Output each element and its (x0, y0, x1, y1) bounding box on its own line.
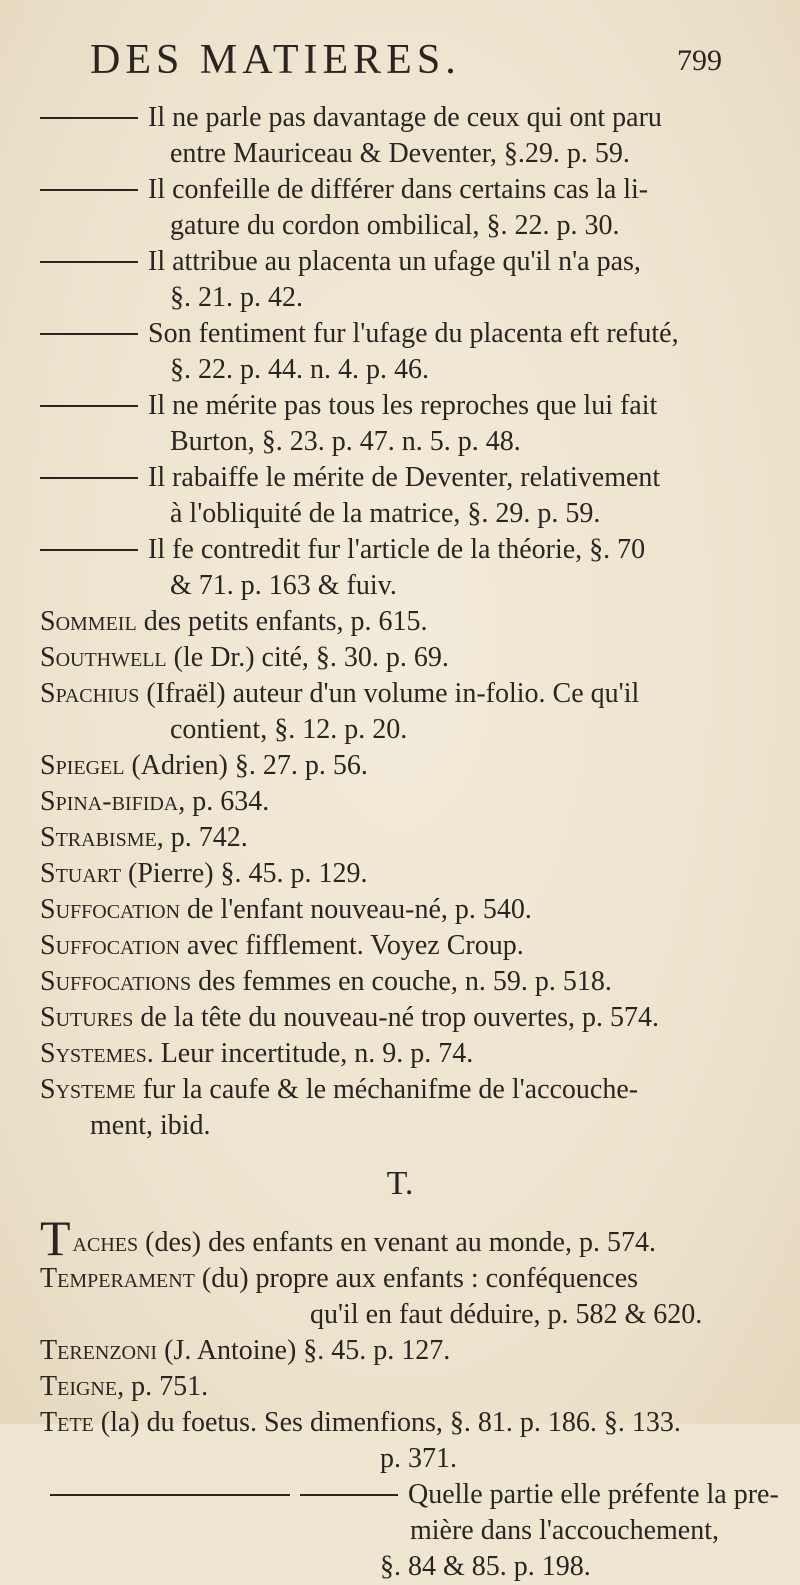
index-entry (40, 1405, 760, 1477)
entry-heading: Strabisme (40, 822, 157, 853)
dash-rule (40, 333, 138, 335)
running-title: DES MATIERES. (90, 37, 461, 83)
page-number: 799 (677, 44, 722, 77)
index-subentry (40, 244, 760, 316)
entry-heading: Terenzoni (40, 1335, 158, 1366)
index-subentry (40, 388, 760, 460)
entry-line: de l'enfant nouveau-né, p. 540. (187, 894, 532, 925)
entry-heading: Tete (40, 1407, 94, 1438)
entry-line: Il confeille de différer dans certains cas la li- (148, 174, 649, 205)
entry-line: des femmes en couche, n. 59. p. 518. (198, 966, 612, 997)
entry-heading: Suffocations (40, 966, 192, 997)
entry-line: , p. 751. (117, 1371, 209, 1402)
index-entry (40, 640, 760, 676)
entry-heading: Sutures (40, 1002, 134, 1033)
index-subentry (40, 1477, 779, 1585)
dash-rule (40, 117, 138, 119)
entry-line: Il ne mérite pas tous les reproches que lui fait (148, 390, 658, 421)
dash-rule (50, 1494, 290, 1496)
index-subentry (40, 532, 760, 604)
entry-heading: Teigne (40, 1371, 118, 1402)
index-entry (40, 604, 760, 640)
entry-line: mière dans l'accouchement, (410, 1515, 720, 1546)
entry-heading: Spiegel (40, 750, 125, 781)
index-entry (40, 1261, 760, 1333)
entry-heading: Spachius (40, 678, 140, 709)
entry-heading: Systemes. (40, 1038, 154, 1069)
entry-heading: Temperament (40, 1263, 195, 1294)
entry-line: entre Mauriceau & Deventer, §.29. p. 59. (170, 138, 630, 169)
index-body (40, 100, 779, 1585)
index-subentry (40, 172, 760, 244)
index-entry (40, 1000, 760, 1036)
index-entry (40, 1210, 760, 1266)
dash-rule (40, 261, 138, 263)
entry-heading: Stuart (40, 858, 122, 889)
entry-heading: Sommeil (40, 606, 137, 637)
entry-line: §. 21. p. 42. (170, 282, 303, 313)
index-entry (40, 928, 760, 964)
index-entry (40, 1036, 760, 1072)
entry-line: avec fifflement. Voyez Croup. (187, 930, 524, 961)
dash-rule (40, 405, 138, 407)
entry-heading: Systeme (40, 1074, 136, 1105)
entry-heading: Suffocation (40, 894, 181, 925)
entry-line: (du) propre aux enfants : conféquences (201, 1263, 639, 1294)
entry-line: Il rabaiffe le mérite de Deventer, relativement (148, 462, 661, 493)
index-subentry (40, 316, 760, 388)
index-entry (40, 676, 760, 748)
entry-line: Il attribue au placenta un ufage qu'il n'a pas, (148, 246, 641, 277)
index-entry (40, 892, 760, 928)
entry-line: (Ifraël) auteur d'un volume in-folio. Ce qu'il (146, 678, 640, 709)
entry-heading: Southwell (40, 642, 167, 673)
entry-line: §. 22. p. 44. n. 4. p. 46. (170, 354, 429, 385)
entry-line: (Adrien) §. 27. p. 56. (131, 750, 368, 781)
entry-line: Son fentiment fur l'ufage du placenta eft refuté, (148, 318, 679, 349)
entry-line: contient, §. 12. p. 20. (170, 714, 408, 745)
index-entry (40, 820, 760, 856)
index-entry (40, 1072, 760, 1144)
index-entry (40, 748, 760, 784)
entry-line: , p. 742. (156, 822, 248, 853)
index-entry (40, 1369, 760, 1405)
dash-rule (40, 549, 138, 551)
entry-line: (le Dr.) cité, §. 30. p. 69. (173, 642, 449, 673)
entry-line: (la) du foetus. Ses dimenfions, §. 81. p. 186. §. 133. (100, 1407, 681, 1438)
index-entry (40, 1333, 760, 1369)
entry-heading: aches (72, 1227, 139, 1258)
letter-section-heading: T. (386, 1165, 414, 1202)
dash-rule (300, 1494, 398, 1496)
entry-line: des petits enfants, p. 615. (143, 606, 428, 637)
entry-line: Burton, §. 23. p. 47. n. 5. p. 48. (170, 426, 521, 457)
drop-capital: T (40, 1210, 71, 1266)
dash-rule (40, 477, 138, 479)
entry-line: (Pierre) §. 45. p. 129. (128, 858, 368, 889)
entry-line: Il fe contredit fur l'article de la théorie, §. 70 (148, 534, 646, 565)
index-entry (40, 784, 760, 820)
entry-line: (des) des enfants en venant au monde, p. 574. (145, 1227, 656, 1258)
entry-line: & 71. p. 163 & fuiv. (170, 570, 397, 601)
entry-line: qu'il en faut déduire, p. 582 & 620. (310, 1299, 703, 1330)
entry-line: fur la caufe & le méchanifme de l'accouche- (142, 1074, 639, 1105)
dash-rule (40, 189, 138, 191)
page-header (0, 36, 800, 96)
entry-line: (J. Antoine) §. 45. p. 127. (164, 1335, 451, 1366)
entry-line: Il ne parle pas davantage de ceux qui ont paru (148, 102, 662, 133)
index-subentry (40, 460, 760, 532)
entry-line: Quelle partie elle préfente la pre- (408, 1479, 779, 1510)
entry-line: de la tête du nouveau-né trop ouvertes, p. 574. (140, 1002, 659, 1033)
index-subentry (40, 100, 760, 172)
entry-line: p. 371. (380, 1443, 457, 1474)
index-entry (40, 856, 760, 892)
entry-line: §. 84 & 85. p. 198. (380, 1551, 591, 1582)
entry-line: Leur incertitude, n. 9. p. 74. (160, 1038, 474, 1069)
entry-line: ment, ibid. (90, 1110, 211, 1141)
entry-heading: Suffocation (40, 930, 181, 961)
index-entry (40, 964, 760, 1000)
entry-line: , p. 634. (178, 786, 270, 817)
entry-line: à l'obliquité de la matrice, §. 29. p. 59. (170, 498, 601, 529)
entry-line: gature du cordon ombilical, §. 22. p. 30. (170, 210, 620, 241)
entry-heading: Spina-bifida (40, 786, 179, 817)
